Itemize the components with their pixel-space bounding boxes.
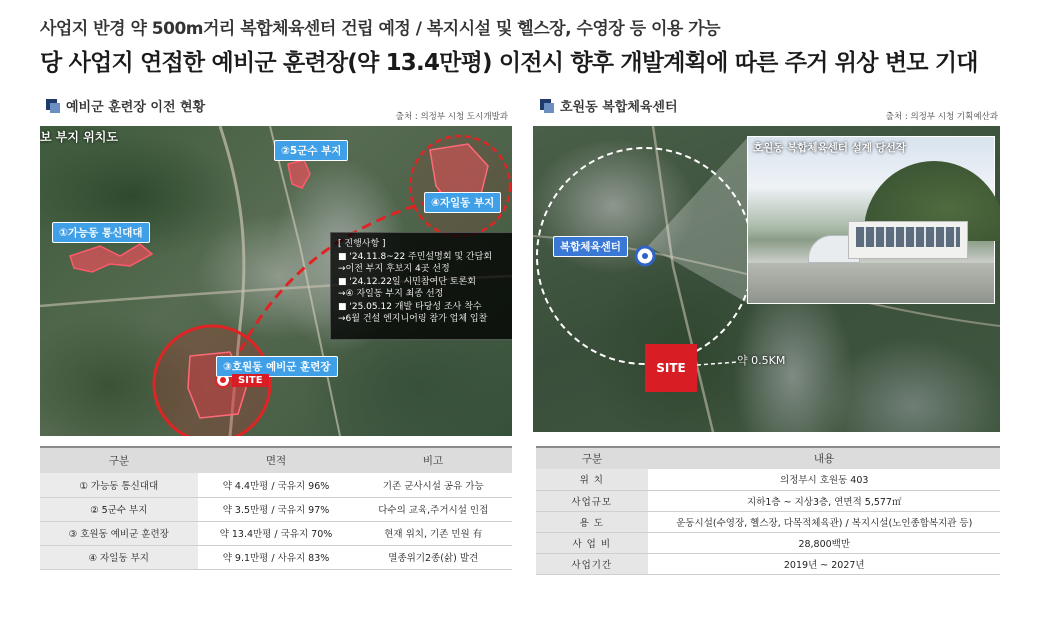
column-header: 면적 (198, 447, 354, 473)
left-section-title (46, 96, 205, 115)
label-site-1: ①가능동 통신대대 (52, 222, 150, 243)
table-cell: 약 9.1만평 / 사유지 83% (198, 545, 354, 569)
progress-line: →6월 건설 엔지니어링 참가 업체 입찰 (338, 314, 488, 324)
table-cell: 약 13.4만평 / 국유지 70% (198, 521, 354, 545)
table-row (40, 545, 512, 569)
table-cell: 의정부시 호원동 403 (648, 469, 1000, 490)
design-winner-rendering (747, 136, 995, 304)
table-cell: 지하1층 ~ 지상3층, 연면적 5,577㎡ (648, 490, 1000, 511)
site-tag-left: SITE (232, 374, 269, 387)
progress-line: [ 진행사항 ] (338, 239, 386, 249)
progress-line: ■ '24.12.22일 시민참여단 토론회 (338, 276, 476, 287)
left-section-title-text: 예비군 훈련장 이전 현황 (66, 100, 206, 115)
right-section-title (540, 96, 678, 115)
label-site-4: ④자일동 부지 (424, 192, 501, 213)
label-site-3: ③호원동 예비군 훈련장 (216, 356, 338, 377)
table-row (536, 553, 1000, 574)
label-site-2: ②5군수 부지 (274, 140, 348, 161)
headline-subtitle: 사업지 반경 약 500m거리 복합체육센터 건립 예정 / 복지시설 및 헬스장, 수영장 등 이용 가능 (40, 19, 721, 39)
rendering-ground (748, 263, 994, 303)
table-row (536, 469, 1000, 490)
table-cell: ③ 호원동 예비군 훈련장 (40, 521, 198, 545)
table-cell: 용 도 (536, 511, 648, 532)
left-source-note: 출처 : 의정부 시청 도시개발과 (395, 112, 508, 122)
table-cell: 운동시설(수영장, 헬스장, 다목적체육관) / 복지시설(노인종합복지관 등) (648, 511, 1000, 532)
section-bullet-icon (540, 99, 554, 113)
table-row (536, 490, 1000, 511)
progress-line: ■ '24.11.8~22 주민설명회 및 간담회 (338, 251, 493, 262)
progress-line: ■ '25.05.12 개발 타당성 조사 착수 (338, 301, 482, 312)
table-cell: 2019년 ~ 2027년 (648, 553, 1000, 574)
table-cell: 28,800백만 (648, 532, 1000, 553)
site-tag-right: SITE (645, 344, 697, 392)
progress-line: →④ 자일동 부지 최종 선정 (338, 289, 444, 299)
table-cell: 다수의 교육,주거시설 인접 (354, 497, 512, 521)
rendering-title: 호원동 복합체육센터 설계 당선작 (753, 142, 906, 154)
table-cell: 사업기간 (536, 553, 648, 574)
table-header-row (40, 447, 512, 473)
table-cell: 멸종위기2종(삵) 발견 (354, 545, 512, 569)
table-row (40, 497, 512, 521)
table-row (536, 511, 1000, 532)
rendering-building-windows (856, 227, 960, 247)
section-bullet-icon (46, 99, 60, 113)
column-header: 비고 (354, 447, 512, 473)
label-sports-center: 복합체육센터 (553, 236, 628, 257)
table-row (536, 532, 1000, 553)
table-cell: 기존 군사시설 공유 가능 (354, 473, 512, 497)
column-header: 내용 (648, 447, 1000, 469)
right-source-note: 출처 : 의정부 시청 기획예산과 (885, 112, 998, 122)
progress-status-box (330, 232, 512, 340)
table-row (40, 473, 512, 497)
training-ground-map (40, 126, 512, 436)
table-cell: ② 5군수 부지 (40, 497, 198, 521)
table-cell: ④ 자일동 부지 (40, 545, 198, 569)
table-cell: 약 3.5만평 / 국유지 97% (198, 497, 354, 521)
relocation-candidates-table (40, 446, 512, 570)
progress-line: →이전 부지 후보지 4곳 선정 (338, 264, 450, 274)
sports-center-map (533, 126, 1000, 432)
table-cell: 약 4.4만평 / 국유지 96% (198, 473, 354, 497)
column-header: 구분 (536, 447, 648, 469)
column-header: 구분 (40, 447, 198, 473)
table-cell: 사업규모 (536, 490, 648, 511)
table-cell: 현재 위치, 기존 민원 有 (354, 521, 512, 545)
headline-title: 당 사업지 연접한 예비군 훈련장(약 13.4만평) 이전시 향후 개발계획에 따른 주거 위상 변모 기대 (40, 50, 978, 76)
table-header-row (536, 447, 1000, 469)
sports-center-info-table (536, 446, 1000, 575)
table-cell: 사 업 비 (536, 532, 648, 553)
table-cell: ① 가능동 통신대대 (40, 473, 198, 497)
table-row (40, 521, 512, 545)
distance-label: 약 0.5KM (737, 354, 786, 367)
right-section-title-text: 호원동 복합체육센터 (560, 100, 678, 115)
map-caption: 보 부지 위치도 (40, 130, 118, 144)
table-cell: 위 치 (536, 469, 648, 490)
